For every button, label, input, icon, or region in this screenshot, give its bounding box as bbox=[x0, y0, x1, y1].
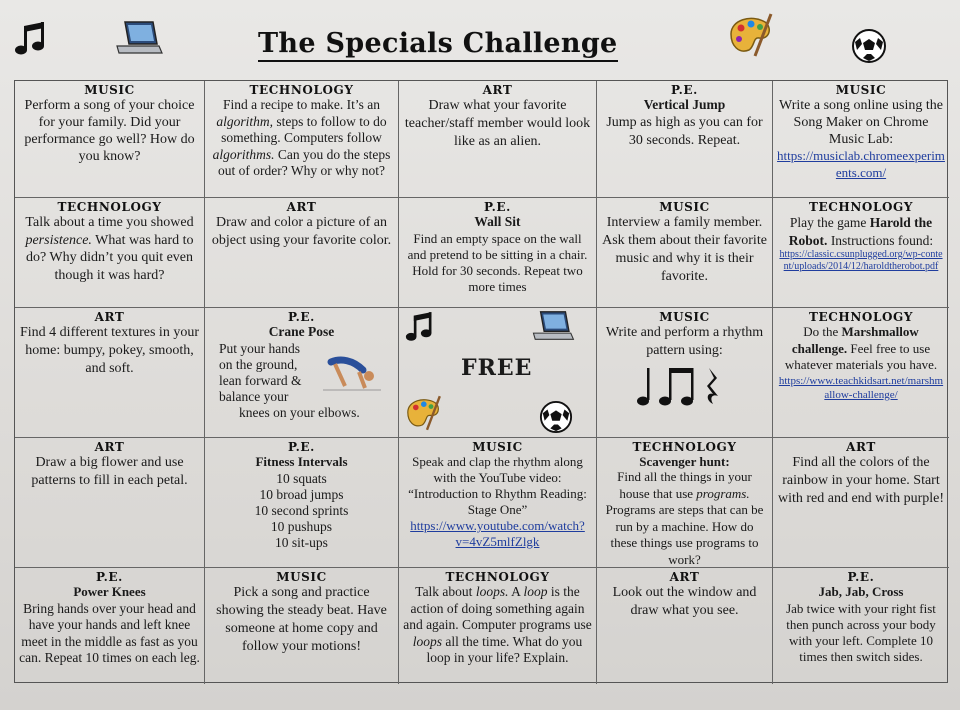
subject-label: MUSIC bbox=[472, 440, 523, 454]
challenge-grid bbox=[14, 80, 948, 683]
cell-pe-crane-pose bbox=[205, 308, 399, 438]
soccer-ball-icon bbox=[539, 400, 573, 434]
activity-heading: Scavenger hunt: bbox=[639, 454, 730, 469]
cell-technology-scavenger-hunt bbox=[597, 438, 773, 568]
cell-text: Put your hands on the ground, lean forward & balance your knees on your elbows. bbox=[219, 340, 360, 420]
cell-text: Pick a song and practice showing the steady beat. Have someone at home copy and follow your motions! bbox=[216, 585, 387, 654]
subject-label: MUSIC bbox=[659, 200, 710, 214]
cell-art-flower bbox=[15, 438, 205, 568]
marshmallow-challenge-link[interactable]: https://www.teachkidsart.net/marshmallow-challenge/ bbox=[778, 374, 944, 401]
cell-text: 10 squats 10 broad jumps 10 second sprints 10 pushups 10 sit-ups bbox=[254, 470, 349, 550]
cell-music-song-maker bbox=[773, 81, 949, 198]
cell-text: Draw what your favorite teacher/staff member would look like as an alien. bbox=[404, 98, 591, 149]
cell-pe-power-knees bbox=[15, 568, 205, 684]
cell-technology-recipe bbox=[205, 81, 399, 198]
cell-text: Talk about loops. A loop is the action of doing something again and again. Computer programs use loops all the time. What do you loop in your life? Explain. bbox=[403, 584, 592, 665]
crane-pose-figure-icon bbox=[323, 352, 381, 392]
header bbox=[0, 0, 960, 80]
free-space-label: FREE bbox=[461, 355, 533, 381]
subject-label: ART bbox=[94, 310, 125, 324]
cell-text: Play the game Harold the Robot. Instructions found: bbox=[788, 215, 934, 248]
activity-heading: Jab, Jab, Cross bbox=[818, 584, 904, 599]
subject-label: TECHNOLOGY bbox=[632, 440, 737, 454]
music-note-icon bbox=[405, 312, 435, 344]
cell-pe-wall-sit bbox=[399, 198, 597, 308]
youtube-video-link[interactable]: https://www.youtube.com/watch?v=4vZ5mlfZlgk bbox=[410, 518, 585, 549]
cell-art-rainbow bbox=[773, 438, 949, 568]
activity-heading: Vertical Jump bbox=[643, 97, 726, 112]
subject-label: TECHNOLOGY bbox=[808, 310, 914, 324]
subject-label: MUSIC bbox=[659, 310, 710, 324]
cell-text: Speak and clap the rhythm along with the YouTube video: “Introduction to Rhythm Reading: Stage One” bbox=[408, 454, 587, 517]
subject-label: ART bbox=[94, 440, 125, 454]
subject-label: MUSIC bbox=[835, 83, 887, 97]
subject-label: P.E. bbox=[288, 440, 315, 454]
subject-label: P.E. bbox=[288, 310, 315, 324]
cell-text: Write a song online using the Song Maker on Chrome Music Lab: bbox=[779, 98, 943, 147]
cell-text: Find a recipe to make. It’s an algorithm, steps to follow to do something. Computers follow algorithms. Can you do the steps out of order? Why or why not? bbox=[212, 97, 391, 178]
activity-heading: Power Knees bbox=[73, 584, 146, 599]
harold-robot-link[interactable]: https://classic.csunplugged.org/wp-content/uploads/2014/12/haroldtherobot.pdf bbox=[779, 249, 943, 272]
cell-text: Write and perform a rhythm pattern using: bbox=[605, 325, 764, 358]
cell-art-window bbox=[597, 568, 773, 684]
cell-pe-jab-cross bbox=[773, 568, 949, 684]
subject-label: ART bbox=[286, 200, 317, 214]
page-title: The Specials Challenge bbox=[258, 28, 618, 62]
cell-text: Bring hands over your head and have your hands and left knee meet in the middle as fast as you can. Repeat 10 times on each leg. bbox=[19, 600, 200, 665]
subject-label: ART bbox=[482, 83, 513, 97]
cell-music-rhythm-pattern bbox=[597, 308, 773, 438]
subject-label: ART bbox=[669, 570, 700, 584]
cell-text: Find an empty space on the wall and pretend to be sitting in a chair. Hold for 30 seconds. Repeat two more times bbox=[407, 230, 588, 294]
subject-label: TECHNOLOGY bbox=[445, 570, 550, 584]
music-note-icon bbox=[14, 22, 48, 58]
cell-pe-fitness-intervals bbox=[205, 438, 399, 568]
cell-text: Draw a big flower and use patterns to fill in each petal. bbox=[31, 455, 188, 488]
subject-label: MUSIC bbox=[276, 570, 327, 584]
activity-heading: Fitness Intervals bbox=[255, 454, 348, 469]
paint-palette-icon bbox=[725, 12, 775, 58]
cell-text: Perform a song of your choice for your family. Did your performance go well? How do you know? bbox=[24, 98, 195, 164]
soccer-ball-icon bbox=[851, 28, 887, 64]
subject-label: TECHNOLOGY bbox=[808, 200, 914, 214]
activity-heading: Wall Sit bbox=[474, 214, 521, 229]
subject-label: P.E. bbox=[847, 570, 875, 584]
subject-label: P.E. bbox=[96, 570, 123, 584]
cell-text: Find all the colors of the rainbow in your home. Start with red and end with purple! bbox=[777, 455, 944, 506]
paint-palette-icon bbox=[403, 394, 443, 432]
laptop-icon bbox=[531, 310, 575, 342]
subject-label: P.E. bbox=[484, 200, 511, 214]
cell-text: Do the Marshmallow challenge. Feel free to use whatever materials you have. bbox=[784, 324, 938, 372]
cell-text: Talk about a time you showed persistence. What was hard to do? Why didn’t you quit even though it was hard? bbox=[25, 215, 194, 283]
laptop-icon bbox=[115, 20, 163, 56]
cell-music-perform-song bbox=[15, 81, 205, 198]
cell-pe-vertical-jump bbox=[597, 81, 773, 198]
cell-music-rhythm-video bbox=[399, 438, 597, 568]
cell-text: Interview a family member. Ask them about their favorite music and why it is their favorite. bbox=[602, 215, 767, 284]
cell-text: Find all the things in your house that use programs. Programs are steps that can be run by a machine. How do these things use programs to work? bbox=[605, 469, 764, 567]
cell-technology-loops bbox=[399, 568, 597, 684]
cell-text: Jab twice with your right fist then punch across your body with your left. Complete 10 times then switch sides. bbox=[786, 600, 936, 664]
cell-text: Find 4 different textures in your home: bumpy, pokey, smooth, and soft. bbox=[20, 325, 199, 376]
cell-music-steady-beat bbox=[205, 568, 399, 684]
cell-art-favorite-color bbox=[205, 198, 399, 308]
cell-music-interview bbox=[597, 198, 773, 308]
cell-art-alien bbox=[399, 81, 597, 198]
cell-free-space bbox=[399, 308, 597, 438]
subject-label: P.E. bbox=[671, 83, 698, 97]
cell-art-textures bbox=[15, 308, 205, 438]
cell-technology-persistence bbox=[15, 198, 205, 308]
activity-heading: Crane Pose bbox=[268, 324, 335, 339]
subject-label: TECHNOLOGY bbox=[57, 200, 162, 214]
cell-text: Look out the window and draw what you see. bbox=[612, 585, 757, 618]
cell-technology-harold-robot bbox=[773, 198, 949, 308]
rhythm-notes-icon bbox=[635, 364, 735, 408]
cell-text: Draw and color a picture of an object using your favorite color. bbox=[211, 215, 392, 248]
cell-text: Jump as high as you can for 30 seconds. Repeat. bbox=[606, 114, 763, 148]
cell-technology-marshmallow bbox=[773, 308, 949, 438]
subject-label: MUSIC bbox=[84, 83, 135, 97]
subject-label: ART bbox=[846, 440, 876, 454]
subject-label: TECHNOLOGY bbox=[249, 83, 354, 97]
music-lab-link[interactable]: https://musiclab.chromeexperiments.com/ bbox=[777, 148, 945, 180]
